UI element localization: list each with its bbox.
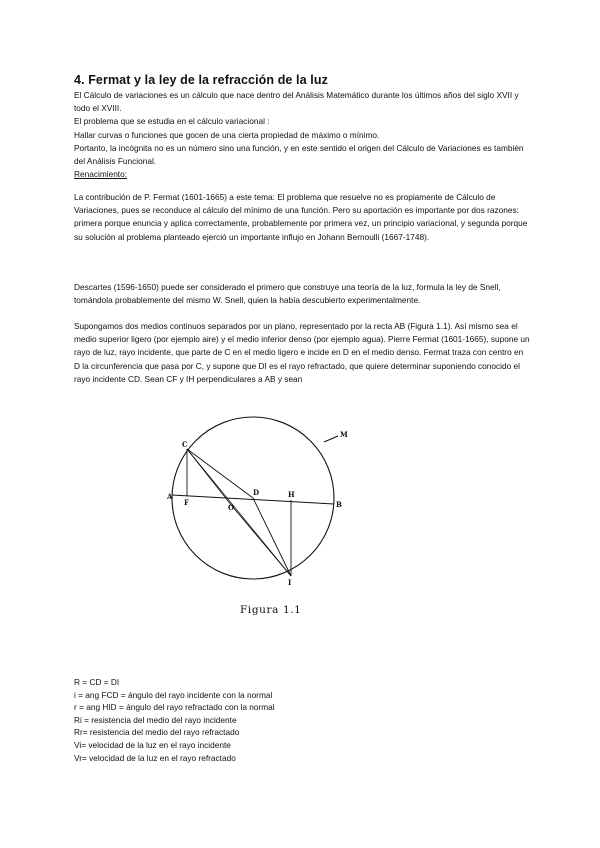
medios-paragraph — [74, 320, 530, 386]
intro-line-1: El Cálculo de variaciones es un cálculo que nace dentro del Análisis Matemático durante los últimos años del siglo XVII y todo el XVIII. — [74, 90, 519, 114]
definition-r-angle: r = ang HID = ángulo del rayo refractado con la normal — [74, 702, 275, 713]
label-a: A — [167, 492, 173, 501]
intro-line-2: El problema que se estudia en el cálculo variacional : — [74, 116, 270, 127]
descartes-text: Descartes (1596-1650) puede ser considerado el primero que construye una teoría de la luz, formula la ley de Snell, tomándola probablemente del mismo W. Snell, quien la había descubierto experimentalmente. — [74, 282, 501, 306]
label-f: F — [184, 498, 189, 507]
label-m: M — [340, 430, 348, 439]
section-title: 4. Fermat y la ley de la refracción de la luz — [74, 73, 328, 87]
line-m — [324, 436, 338, 442]
definition-vr: Vr= velocidad de la luz en el rayo refractado — [74, 752, 236, 763]
definition-vi: Vi= velocidad de la luz en el rayo incidente — [74, 739, 231, 750]
label-i: I — [288, 578, 292, 587]
refraction-figure — [160, 408, 360, 598]
figure-caption: Figura 1.1 — [240, 604, 302, 616]
label-h: H — [288, 490, 295, 499]
fermat-text: La contribución de P. Fermat (1601-1665) a este tema: El problema que resuelve no es propiamente de Cálculo de Variaciones, pues se reconduce al cálculo del mínimo de una función. Pero su aportación es importante por dos razones: primera porque enuncia y aplica correctamente, probablemente por primera vez, un principio variacional, y segunda porque su solución al problema planteado ejerció un importante influjo en Johann Bernoulli (1667-1748). — [74, 192, 528, 242]
label-c: C — [182, 440, 188, 449]
ray-ci — [187, 449, 291, 576]
definitions-list — [74, 676, 275, 764]
label-d: D — [253, 488, 260, 497]
fermat-paragraph — [74, 191, 530, 244]
intro-block — [74, 89, 530, 181]
definition-ri: Ri = resistencia del medio del rayo incidente — [74, 714, 237, 725]
intro-line-3: Hallar curvas o funciones que gocen de una cierta propiedad de máximo o mínimo. — [74, 129, 380, 140]
renacimiento-heading: Renacimiento: — [74, 169, 128, 180]
label-o: O — [228, 503, 235, 512]
medios-text: Supongamos dos medios continuos separados por un plano, representado por la recta AB (Figura 1.1). Así mismo sea el medio superior ligero (por ejemplo aire) y el medio inferior denso (por ejemplo agua). Pierre Fermat (1601-1665), supone un rayo de luz, rayo incidente, que parte de C en el medio ligero e incide en D en el medio denso. Fermat traza con centro en D la circunferencia que pasa por C, y supone que DI es el rayo refractado, que quiere determinar suponiendo conocido el rayo incidente CD. Sean CF y IH perpendiculares a AB y sean — [74, 321, 530, 384]
intro-line-4: Portanto, la incógnita no es un número sino una función, y en este sentido el origen del Cálculo de Variaciones es también del Análisis Funcional. — [74, 142, 524, 167]
definition-i: i = ang FCD = ángulo del rayo incidente con la normal — [74, 689, 273, 700]
definition-rr: Rr= resistencia del medio del rayo refractado — [74, 727, 240, 738]
descartes-paragraph — [74, 281, 530, 307]
definition-r: R = CD = DI — [74, 677, 120, 687]
label-b: B — [336, 500, 342, 509]
